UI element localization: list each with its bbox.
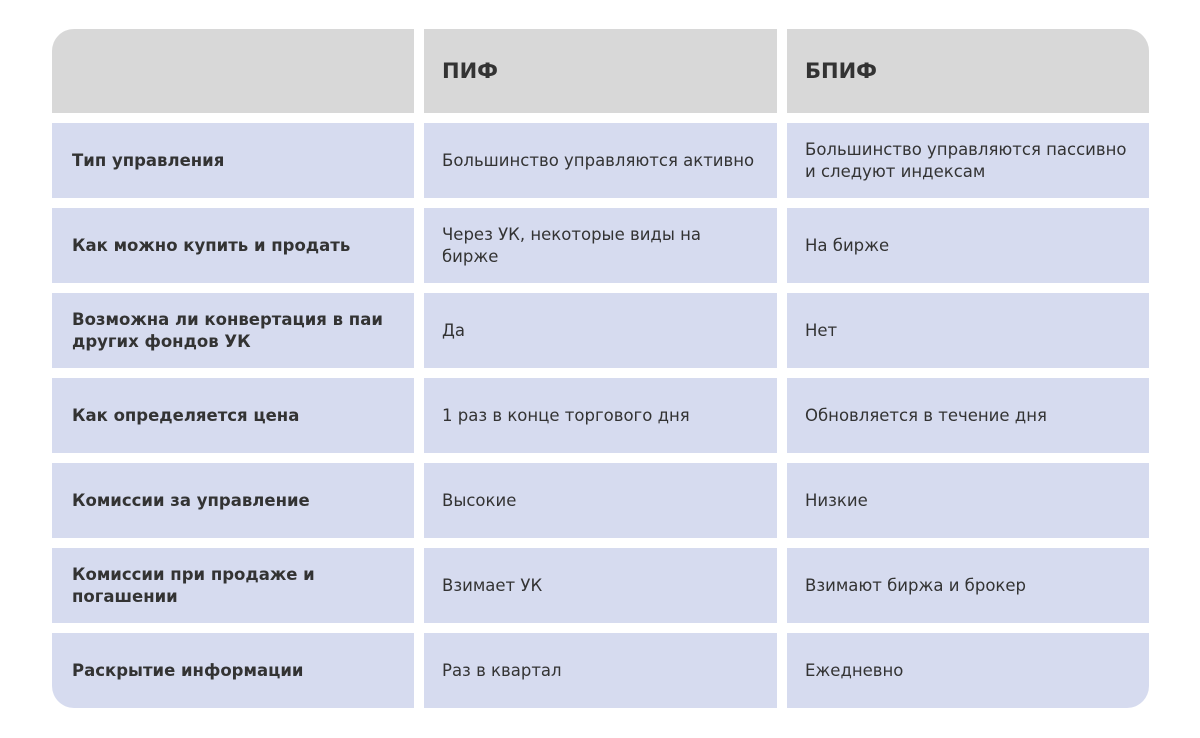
header-corner-cell — [52, 29, 414, 113]
row-label-management-type: Тип управления — [52, 123, 414, 198]
cell-bpif-buy-sell: На бирже — [787, 208, 1149, 283]
cell-pif-management-fees: Высокие — [424, 463, 777, 538]
cell-bpif-management-fees: Низкие — [787, 463, 1149, 538]
row-label-sale-fees: Комиссии при продаже и погашении — [52, 548, 414, 623]
cell-pif-conversion: Да — [424, 293, 777, 368]
header-bpif: БПИФ — [787, 29, 1149, 113]
cell-pif-management-type: Большинство управляются активно — [424, 123, 777, 198]
cell-bpif-pricing: Обновляется в течение дня — [787, 378, 1149, 453]
cell-pif-disclosure: Раз в квартал — [424, 633, 777, 708]
cell-bpif-sale-fees: Взимают биржа и брокер — [787, 548, 1149, 623]
cell-pif-pricing: 1 раз в конце торгового дня — [424, 378, 777, 453]
row-label-buy-sell: Как можно купить и продать — [52, 208, 414, 283]
cell-pif-sale-fees: Взимает УК — [424, 548, 777, 623]
comparison-table — [52, 29, 1149, 709]
row-label-disclosure: Раскрытие информации — [52, 633, 414, 708]
row-label-conversion: Возможна ли конвертация в паи других фондов УК — [52, 293, 414, 368]
cell-pif-buy-sell: Через УК, некоторые виды на бирже — [424, 208, 777, 283]
cell-bpif-management-type: Большинство управляются пассивно и следуют индексам — [787, 123, 1149, 198]
cell-bpif-conversion: Нет — [787, 293, 1149, 368]
row-label-pricing: Как определяется цена — [52, 378, 414, 453]
cell-bpif-disclosure: Ежедневно — [787, 633, 1149, 708]
header-pif: ПИФ — [424, 29, 777, 113]
row-label-management-fees: Комиссии за управление — [52, 463, 414, 538]
